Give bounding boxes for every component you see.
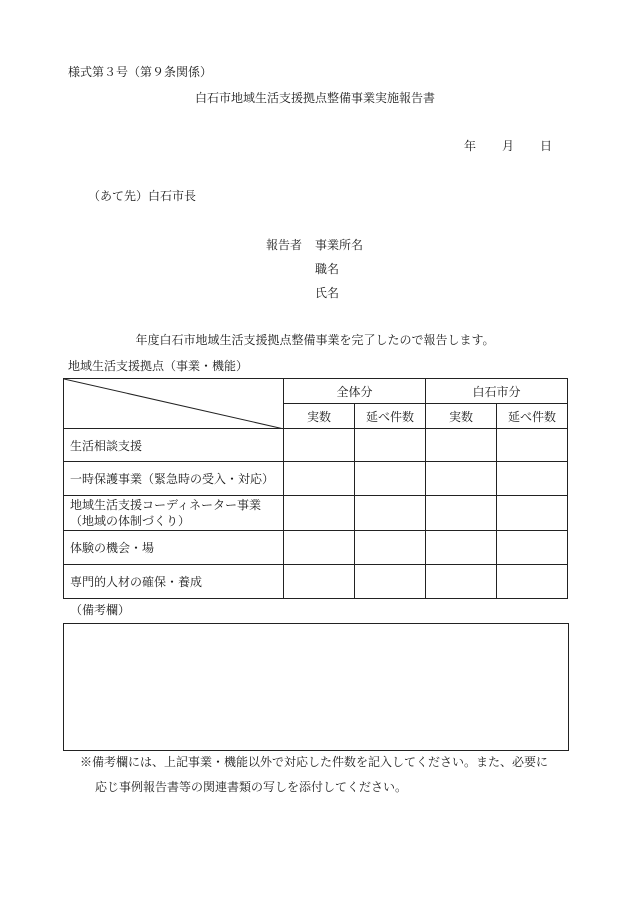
note-line-2: 応じ事例報告書等の関連書類の写しを添付してください。: [95, 780, 408, 794]
row-label: 体験の機会・場: [64, 531, 284, 565]
group-header-shiroishi: 白石市分: [426, 379, 568, 404]
input-cell[interactable]: [355, 496, 426, 531]
row-label-line2: （地域の体制づくり）: [70, 514, 191, 528]
input-cell[interactable]: [426, 462, 497, 496]
reporter-label: 報告者: [266, 238, 303, 252]
table-caption: 地域生活支援拠点（事業・機能）: [68, 359, 249, 373]
input-cell[interactable]: [426, 565, 497, 599]
date-month: 月: [501, 139, 514, 153]
input-cell[interactable]: [284, 429, 355, 462]
input-cell[interactable]: [355, 531, 426, 565]
row-label: 一時保護事業（緊急時の受入・対応）: [64, 462, 284, 496]
input-cell[interactable]: [284, 496, 355, 531]
date-line: [464, 139, 552, 153]
note-line-1: ※備考欄には、上記事業・機能以外で対応した件数を記入してください。また、必要に: [80, 755, 549, 769]
table-row: [64, 462, 568, 496]
form-number: 様式第３号（第９条関係）: [68, 65, 213, 79]
date-year: 年: [463, 139, 476, 153]
input-cell[interactable]: [426, 429, 497, 462]
reporter-position: 職名: [315, 262, 340, 276]
row-label: 生活相談支援: [64, 429, 284, 462]
input-cell[interactable]: [426, 496, 497, 531]
group-header-total: 全体分: [284, 379, 426, 404]
remarks-label: （備考欄）: [70, 603, 131, 617]
input-cell[interactable]: [426, 531, 497, 565]
subheader-city-count: 実数: [426, 404, 497, 429]
table-row: [64, 565, 568, 599]
table-row: [64, 531, 568, 565]
input-cell[interactable]: [355, 429, 426, 462]
diagonal-line: [64, 379, 284, 429]
addressee: （あて先）白石市長: [88, 189, 197, 203]
report-table: [63, 378, 568, 599]
completion-statement: 年度白石市地域生活支援拠点整備事業を完了したので報告します。: [135, 333, 495, 347]
input-cell[interactable]: [355, 565, 426, 599]
input-cell[interactable]: [497, 462, 568, 496]
reporter-name: 氏名: [315, 286, 340, 300]
input-cell[interactable]: [284, 565, 355, 599]
subheader-total-count: 実数: [284, 404, 355, 429]
input-cell[interactable]: [497, 429, 568, 462]
input-cell[interactable]: [284, 462, 355, 496]
input-cell[interactable]: [497, 565, 568, 599]
input-cell[interactable]: [355, 462, 426, 496]
input-cell[interactable]: [497, 531, 568, 565]
row-label: 専門的人材の確保・養成: [64, 565, 284, 599]
document-title: 白石市地域生活支援拠点整備事業実施報告書: [194, 91, 435, 105]
table-row: [64, 496, 568, 531]
reporter-office-name: 事業所名: [315, 238, 364, 252]
subheader-city-cases: 延べ件数: [497, 404, 568, 429]
table-row: [64, 429, 568, 462]
input-cell[interactable]: [284, 531, 355, 565]
date-day: 日: [539, 139, 552, 153]
input-cell[interactable]: [497, 496, 568, 531]
remarks-box[interactable]: [63, 623, 569, 751]
subheader-total-cases: 延べ件数: [355, 404, 426, 429]
row-label-line1: 地域生活支援コーディネーター事業: [70, 498, 262, 512]
table-corner-cell: [64, 379, 284, 429]
row-label: [64, 496, 284, 531]
